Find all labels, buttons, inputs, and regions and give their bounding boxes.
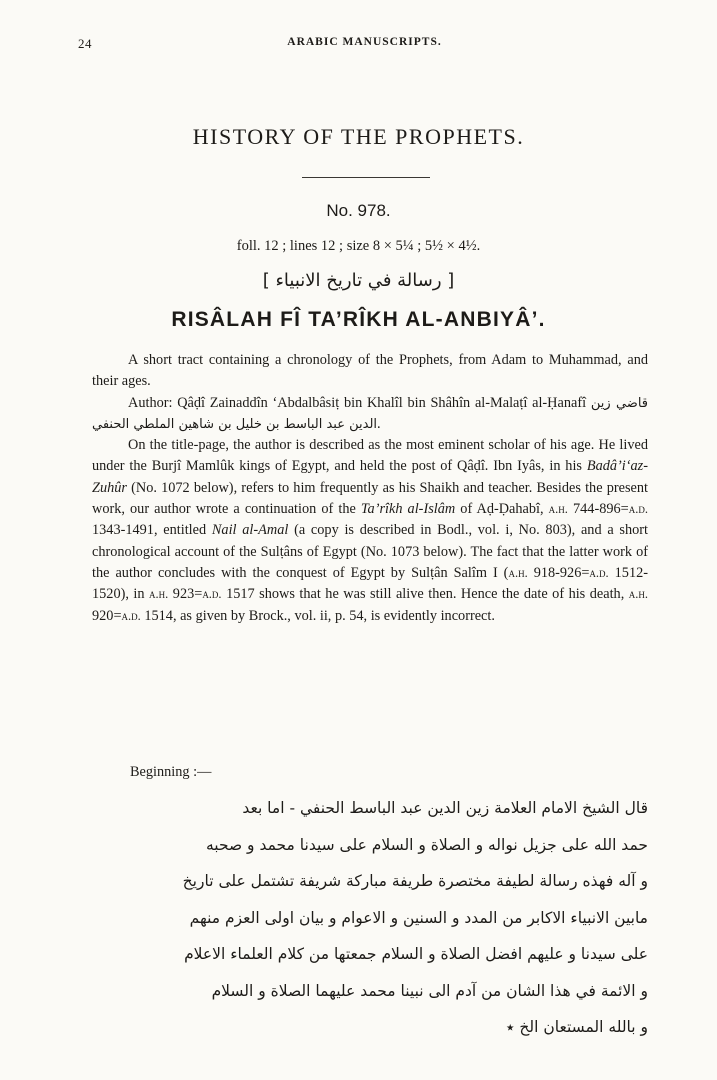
era-ad: a.d.: [628, 502, 648, 517]
description-body: [92, 350, 648, 627]
bio-text-f: (a copy is described in Bodl., vol. i, No. 803), and a short chronological account of the Sulṭâns of Egypt (No. 1073 below). The fact that the latter work of the author concludes with the conquest of Egypt by Sulṭân Salîm I (: [92, 522, 649, 581]
era-ad: a.d.: [589, 565, 609, 580]
page-number: 24: [78, 36, 92, 51]
section-title: HISTORY OF THE PROPHETS.: [192, 124, 525, 149]
bio-text-a: On the title-page, the author is described as the most eminent scholar of his age. He lived under the Burjî Mamlûk kings of Egypt, and held the post of Qâḍî. Ibn Iyâs, in his: [92, 437, 648, 475]
manuscript-number: No. 978.: [326, 201, 391, 220]
era-ah: a.h.: [628, 587, 649, 602]
era-ah: a.h.: [508, 565, 528, 580]
bio-text-d: 744-896=: [573, 501, 629, 518]
beginning-label: Beginning :—: [130, 764, 212, 780]
arabic-line: قال الشيخ الامام العلامة زين الدين عبد الباسط الحنفي - اما بعد: [242, 799, 648, 817]
author-text: Author: Qâḍî Zainaddîn ‘Abdalbâsiṭ bin Khalîl bin Shâhîn al-Malaṭî al-Ḥanafî: [128, 394, 587, 411]
bio-text-h: 1512-1520), in: [92, 564, 648, 603]
author-suffix: .: [377, 415, 381, 432]
bio-text-e: 1343-1491, entitled: [92, 522, 207, 539]
arabic-line: على سيدنا و عليهم افضل الصلاة و السلام جمعتها من كلام العلماء الاعلام: [184, 945, 648, 963]
era-ad: a.d.: [121, 608, 141, 623]
transliterated-title: RISÂLAH FÎ TA’RÎKH AL-ANBIYÂ’.: [171, 308, 546, 331]
work-title-tarikh: Ta’rîkh al-Islâm: [360, 501, 456, 518]
bio-text-b: (No. 1072 below), refers to him frequently as his Shaikh and teacher. Besides the present work, our author wrote a continuation of the: [92, 479, 649, 518]
running-title: ARABIC MANUSCRIPTS.: [287, 36, 442, 48]
era-ah: a.h.: [548, 502, 568, 517]
bio-text-i: 923=: [172, 586, 203, 603]
arabic-line: مابين الانبياء الاكابر من المدد و السنين و الاعوام و بيان اولى العزم منهم: [189, 908, 648, 927]
work-title-nail: Nail al-Amal: [211, 522, 289, 539]
bio-text-c: of Aḍ-Ḍahabî,: [460, 501, 544, 518]
arabic-line: و بالله المستعان الخ ٭: [506, 1018, 648, 1036]
arabic-incipit: [92, 790, 648, 1046]
physical-description: foll. 12 ; lines 12 ; size 8 × 5¼ ; 5½ × 4½.: [236, 238, 481, 254]
bio-text-k: 920=: [92, 607, 122, 624]
paragraph-author: [92, 393, 648, 436]
bio-text-g: 918-926=: [533, 564, 590, 581]
arabic-line: حمد الله على جزيل نواله و الصلاة و السلام على سيدنا محمد و صحبه: [205, 835, 648, 854]
paragraph-summary: A short tract containing a chronology of the Prophets, from Adam to Muhammad, and their ages.: [92, 352, 648, 390]
arabic-line: و الائمة في هذا الشان من آدم الى نبينا محمد عليهما الصلاة و السلام: [211, 981, 648, 1000]
bio-text-l: 1514, as given by Brock., vol. ii, p. 54, is evidently incorrect.: [144, 607, 495, 624]
era-ad: a.d.: [202, 587, 222, 602]
arabic-title: [ رسالة في تاريخ الانبياء ]: [262, 270, 455, 291]
paragraph-biography: [92, 435, 648, 627]
work-title-badai: Badâ’i‘az-Zuhûr: [92, 458, 648, 496]
arabic-line: و آله فهذه رسالة لطيفة مختصرة طريفة مباركة شريفة تشتمل على تاريخ: [182, 872, 648, 890]
bio-text-j: 1517 shows that he was still alive then. Hence the date of his death,: [226, 586, 625, 603]
divider-rule: [302, 177, 430, 178]
era-ah: a.h.: [149, 587, 169, 602]
author-arabic: قاضي زين الدين عبد الباسط بن خليل بن شاهين الملطي الحنفي: [92, 395, 648, 432]
